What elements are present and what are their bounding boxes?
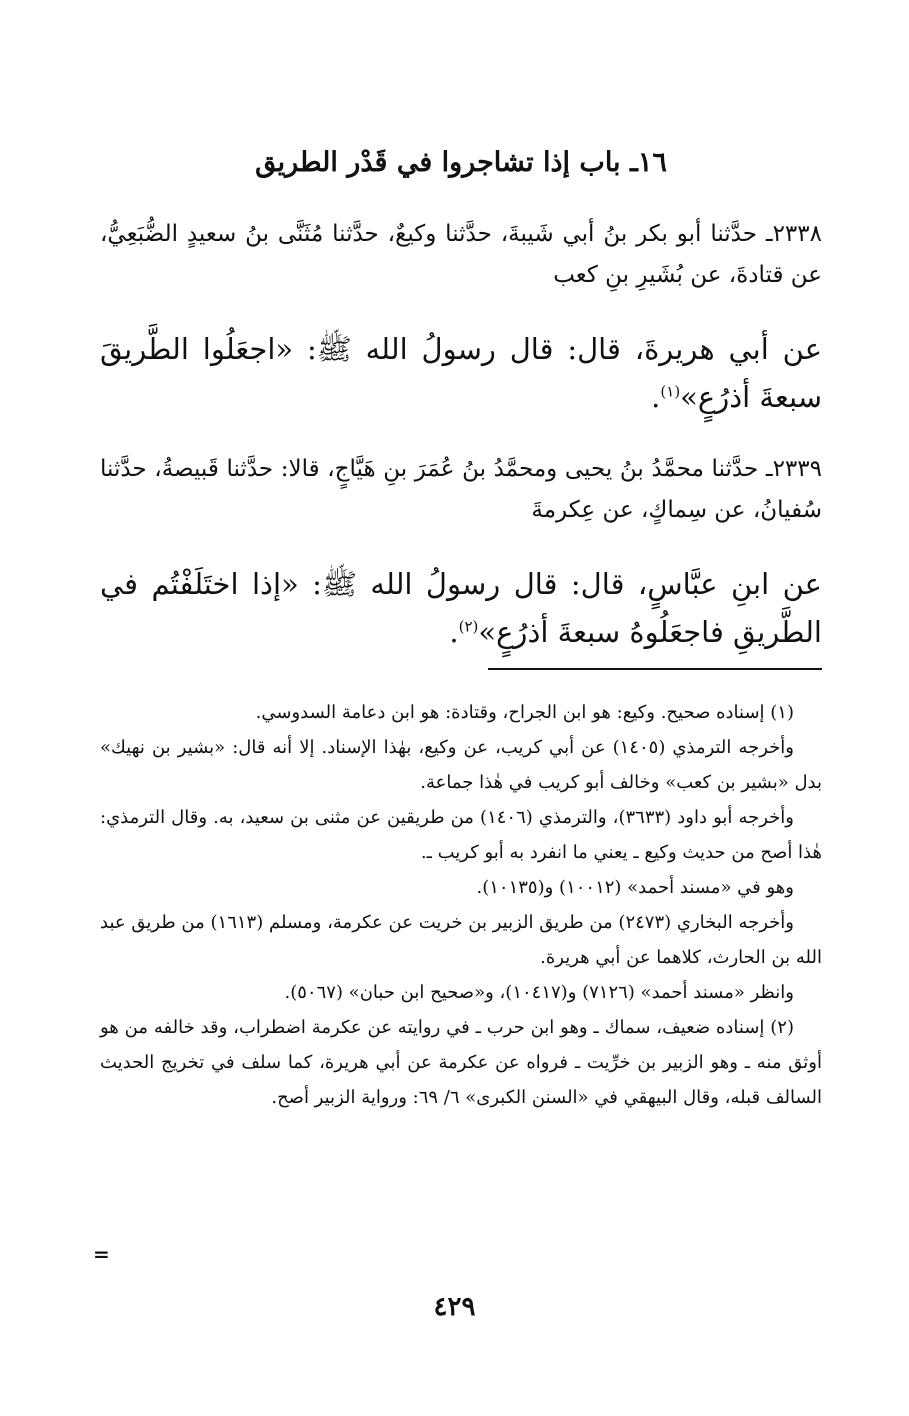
footnote-ref-2: (٢) [458,617,479,636]
footnotes [100,695,822,1115]
hadith-2338-matn-text: عن أبي هريرةَ، قال: قال رسولُ الله ﷺ: «اجعَلُوا الطَّريقَ سبعةَ أذرُعٍ» [100,332,822,414]
continuation-mark: = [93,1242,110,1266]
hadith-2339-isnad: ٢٣٣٩ـ حدَّثنا محمَّدُ بنُ يحيى ومحمَّدُ بنُ عُمَرَ بنِ هَيَّاجٍ، قالا: حدَّثنا قَبيصةُ، حدَّثنا سُفيانُ، عن سِماكٍ، عن عِكرمةَ [100,456,822,523]
footnote-paragraph: (١) إسناده صحيح. وكيع: هو ابن الجراح، وقتادة: هو ابن دعامة السدوسي. [255,702,794,723]
page-number: ٤٢٩ [433,1292,476,1322]
hadith-2339-matn [100,560,822,656]
footnote-divider [488,668,822,670]
hadith-2338-isnad: ٢٣٣٨ـ حدَّثنا أبو بكر بنُ أبي شَيبةَ، حدَّثنا وكيعٌ، حدَّثنا مُثَنَّى بنُ سعيدٍ الضُّبَعِيُّ، عن قتادةَ، عن بُشَيرِ بنِ كعب [100,221,822,288]
chapter-title: ١٦ـ باب إذا تشاجروا في قَدْر الطريق [255,147,667,178]
hadith-2338-matn [100,325,822,421]
footnote-paragraph: وانظر «مسند أحمد» (٧١٢٦) و(١٠٤١٧)، و«صحيح ابن حبان» (٥٠٦٧). [284,982,794,1003]
footnote-paragraph: (٢) إسناده ضعيف، سماك ـ وهو ابن حرب ـ في روايته عن عكرمة اضطراب، وقد خالفه من هو أوثق منه ـ وهو الزبير بن خرِّيت ـ فرواه عن عكرمة عن أبي هريرة، كما سلف في تخريج الحديث السالف قبله، وقال البيهقي في «السنن الكبرى» ٦/ ٦٩: ورواية الزبير أصح. [100,1017,822,1108]
footnote-ref-1: (١) [660,382,681,401]
footnote-paragraph: وأخرجه الترمذي (١٤٠٥) عن أبي كريب، عن وكيع، بهٰذا الإسناد. إلا أنه قال: «بشير بن نهيك» بدل «بشير بن كعب» وخالف أبو كريب في هٰذا جماعة. [100,737,822,793]
hadith-2339-matn-text: عن ابنِ عبَّاسٍ، قال: قال رسولُ الله ﷺ: «إذا اختَلَفْتُم في الطَّريقِ فاجعَلُوهُ سبعةَ أذرُعٍ» [100,567,822,649]
footnote-paragraph: وأخرجه أبو داود (٣٦٣٣)، والترمذي (١٤٠٦) من طريقين عن مثنى بن سعيد، به. وقال الترمذي: هٰذا أصح من حديث وكيع ـ يعني ما انفرد به أبو كريب ـ. [100,807,822,863]
footnote-paragraph: وهو في «مسند أحمد» (١٠٠١٢) و(١٠١٣٥). [476,877,794,898]
hadith-2339-end: . [449,615,459,649]
footnote-paragraph: وأخرجه البخاري (٢٤٧٣) من طريق الزبير بن خريت عن عكرمة، ومسلم (١٦١٣) من طريق عبد الله بن الحارث، كلاهما عن أبي هريرة. [100,912,822,968]
hadith-2338-end: . [651,380,661,414]
